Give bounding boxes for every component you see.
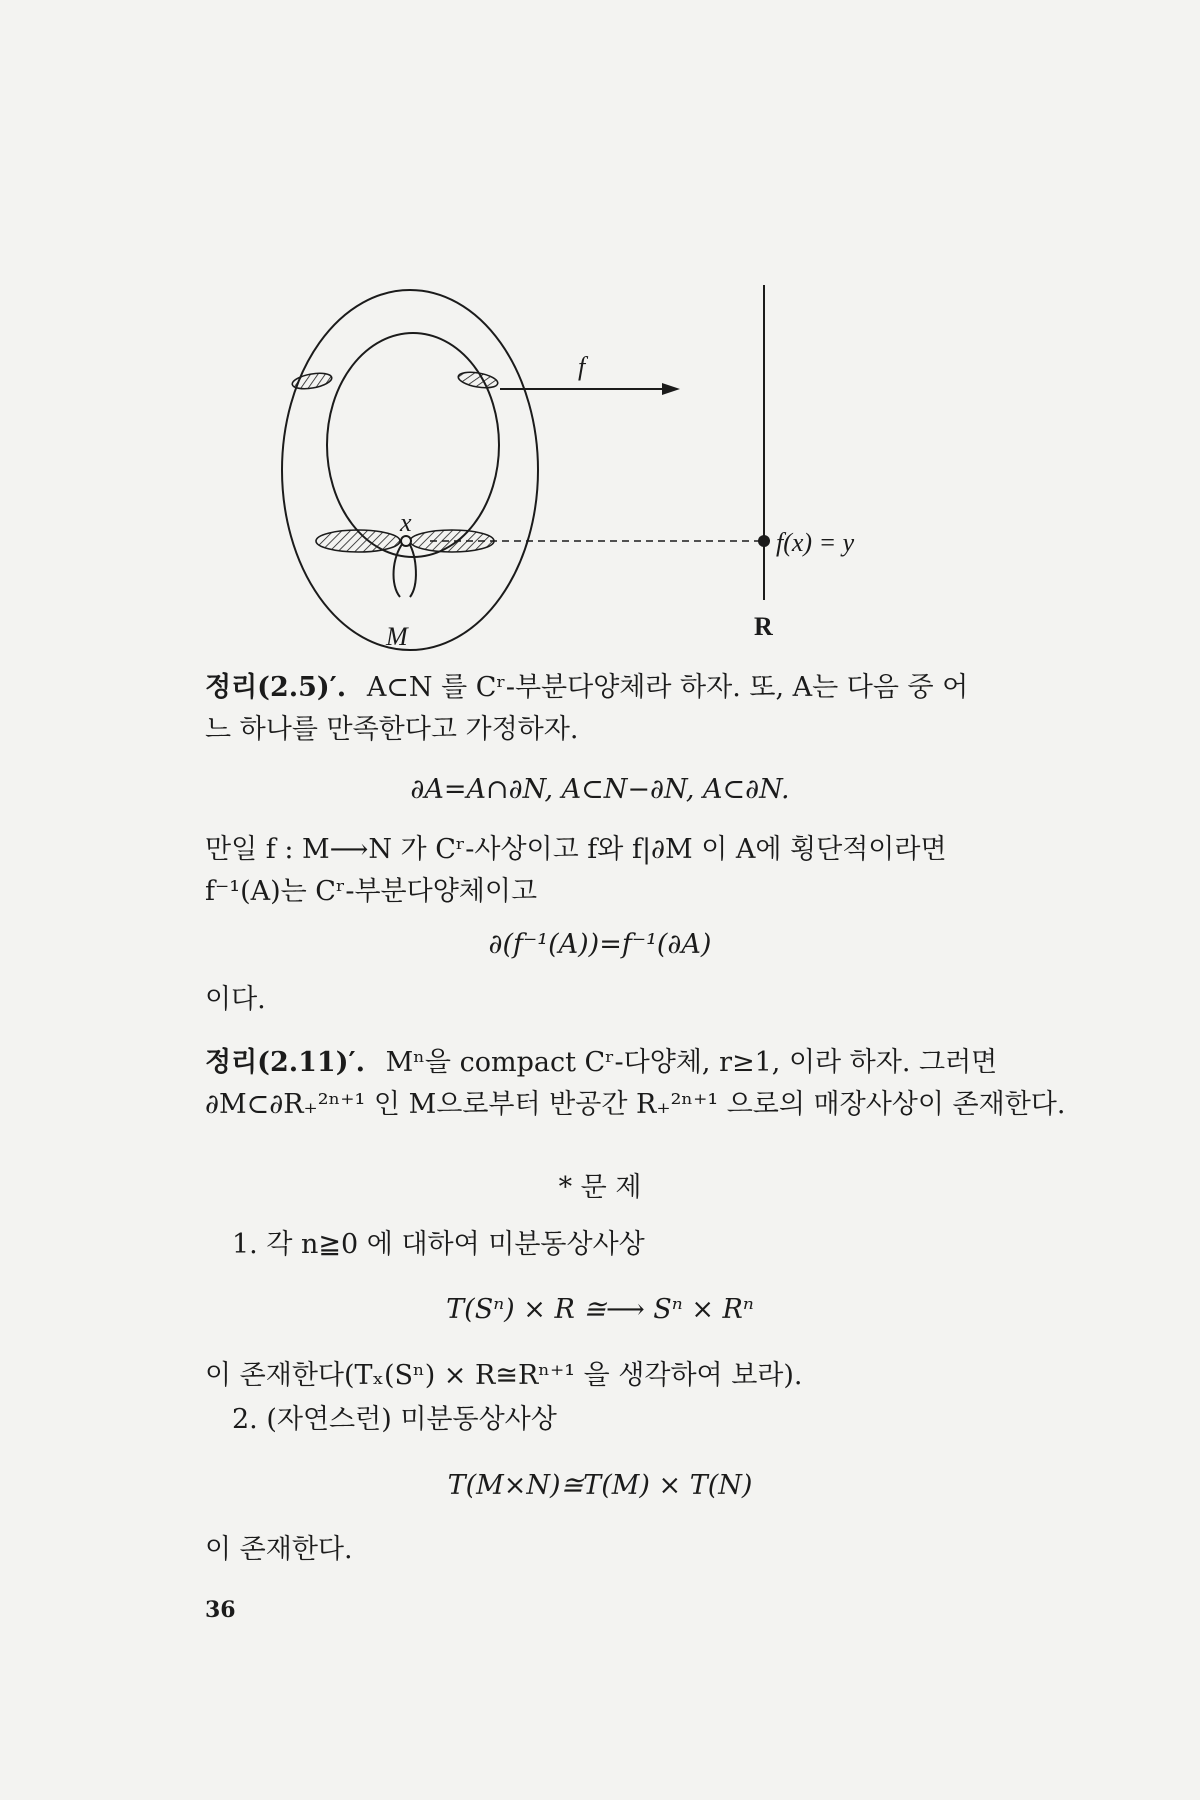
theorem-2-5-line2: 느 하나를 만족한다고 가정하자. (205, 714, 579, 745)
theorem-2-11-first-line (205, 1043, 997, 1083)
theorem-2-5-first-line (205, 668, 968, 708)
cross-section-bottom-left (316, 530, 400, 552)
problem-1-equation: T(Sⁿ) × R ≅⟶ Sⁿ × Rⁿ (446, 1294, 754, 1325)
cross-section-right (457, 370, 499, 391)
theorem-text: A⊂N 를 Cʳ-부분다양체라 하자. 또, A는 다음 중 어 (366, 672, 969, 703)
map-arrowhead (662, 383, 680, 395)
torus-map-figure (290, 285, 1010, 650)
torus-inner (327, 333, 499, 557)
figure-svg (290, 285, 1010, 650)
point-label: x (400, 508, 412, 537)
theorem-2-11-line2: ∂M⊂∂R₊²ⁿ⁺¹ 인 M으로부터 반공간 R₊²ⁿ⁺¹ 으로의 매장사상이 존재한다. (205, 1089, 1066, 1120)
image-label: f(x) = y (776, 528, 855, 557)
manifold-label: M (386, 622, 408, 651)
theorem-2-5-end: 이다. (205, 984, 266, 1015)
image-point (758, 535, 770, 547)
problem-2-end: 이 존재한다. (205, 1534, 353, 1565)
problem-1-end: 이 존재한다(Tₓ(Sⁿ) × R≅Rⁿ⁺¹ 을 생각하여 보라). (205, 1360, 803, 1391)
problem-2-equation: T(M×N)≅T(M) × T(N) (447, 1470, 753, 1501)
theorem-heading: 정리(2.11)′. (205, 1047, 365, 1078)
theorem-2-5-line3: 만일 f : M⟶N 가 Cʳ-사상이고 f와 f|∂M 이 A에 횡단적이라면 (205, 834, 947, 865)
point-x (401, 536, 411, 546)
equation-preimage-boundary: ∂(f⁻¹(A))=f⁻¹(∂A) (488, 929, 712, 960)
cross-section-left (291, 371, 333, 392)
map-label: f (578, 352, 586, 381)
equation-boundary-conditions: ∂A=A∩∂N, A⊂N−∂N, A⊂∂N. (410, 774, 790, 805)
problem-1-intro: 1. 각 n≧0 에 대하여 미분동상사상 (232, 1229, 645, 1260)
theorem-heading: 정리(2.5)′. (205, 672, 347, 703)
theorem-text: Mⁿ을 compact Cʳ-다양체, r≥1, 이라 하자. 그러면 (385, 1047, 998, 1078)
real-line-label: R (754, 612, 773, 641)
problem-2-intro: 2. (자연스런) 미분동상사상 (232, 1404, 557, 1435)
page-number: 36 (205, 1597, 236, 1623)
theorem-2-5-line4: f⁻¹(A)는 Cʳ-부분다양체이고 (205, 876, 538, 907)
problems-title: * 문 제 (558, 1172, 642, 1203)
